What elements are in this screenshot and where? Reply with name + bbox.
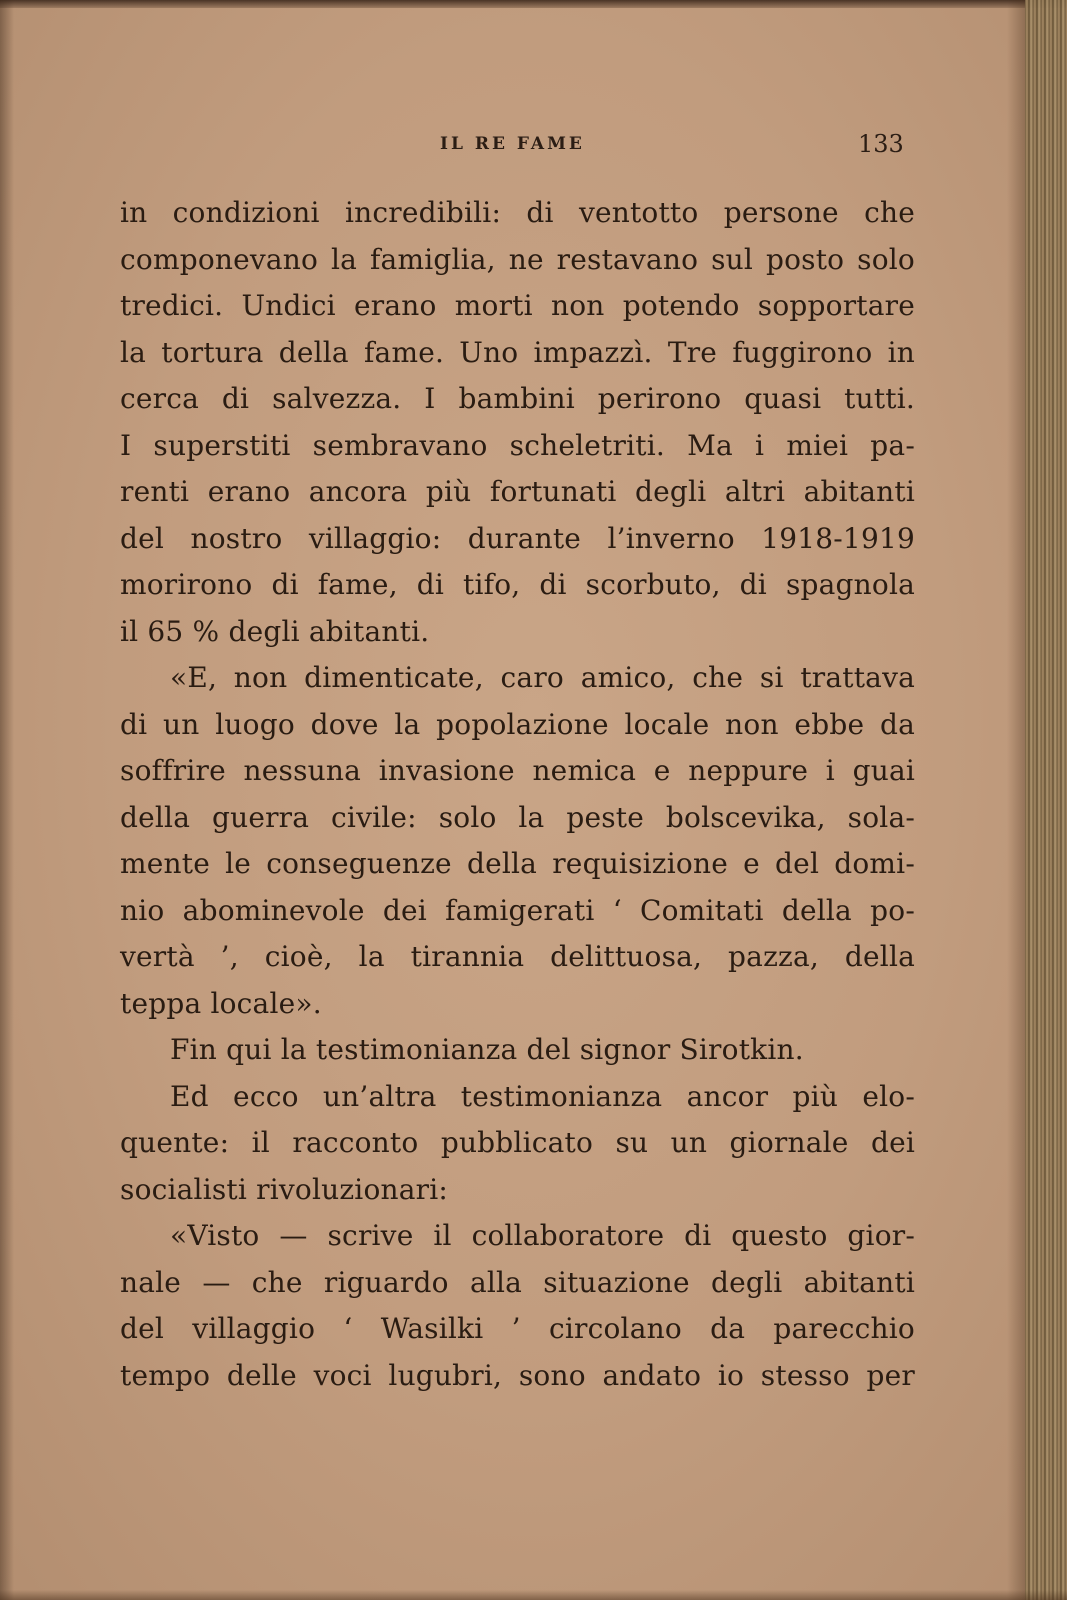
page-bottom-edge [0, 1590, 1067, 1600]
gutter-shadow [0, 0, 14, 1600]
text-line: tempo delle voci lugubri, sono andato io stesso per [120, 1358, 915, 1392]
text-line: soffrire nessuna invasione nemica e neppure i guai [120, 754, 915, 787]
paragraph-start-line: «E, non dimenticate, caro amico, che si trattava [170, 661, 915, 694]
text-line: tredici. Undici erano morti non potendo sopportare [120, 289, 915, 322]
body-text [120, 190, 915, 1399]
paragraph-start-line: Ed ecco un’altra testimonianza ancor più elo- [170, 1079, 915, 1113]
text-line: nio abominevole dei famigerati ‘ Comitati della po- [120, 893, 915, 927]
page-stack-shadow [1007, 0, 1025, 1600]
paragraph-end-line: teppa locale». [120, 986, 322, 1020]
text-line: vertà ’, cioè, la tirannia delittuosa, pazza, della [120, 940, 915, 973]
text-line: I superstiti sembravano scheletriti. Ma i miei pa- [120, 428, 915, 462]
paragraph-end-line: il 65 % degli abitanti. [120, 614, 430, 648]
text-line: la tortura della fame. Uno impazzì. Tre fuggirono in [120, 335, 915, 369]
text-line: quente: il racconto pubblicato su un giornale dei [120, 1126, 915, 1159]
text-line: del villaggio ‘ Wasilki ’ circolano da parecchio [120, 1312, 915, 1345]
text-line: del nostro villaggio: durante l’inverno 1918-1919 [120, 521, 915, 555]
page-number: 133 [858, 130, 904, 158]
paragraph-start-line: «Visto — scrive il collaboratore di questo gior- [170, 1219, 915, 1252]
text-line: nale — che riguardo alla situazione degli abitanti [120, 1265, 915, 1299]
text-line: renti erano ancora più fortunati degli altri abitanti [120, 475, 915, 508]
page-top-edge [0, 0, 1067, 8]
text-line: di un luogo dove la popolazione locale non ebbe da [120, 707, 915, 741]
paragraph-end-line: socialisti rivoluzionari: [120, 1172, 449, 1206]
text-line: componevano la famiglia, ne restavano sul posto solo [120, 242, 915, 276]
text-line: morirono di fame, di tifo, di scorbuto, di spagnola [120, 568, 915, 601]
text-line: mente le conseguenze della requisizione e del domi- [120, 847, 915, 880]
text-line: della guerra civile: solo la peste bolscevika, sola- [120, 800, 915, 834]
running-title: IL RE FAME [440, 134, 585, 154]
text-line: in condizioni incredibili: di ventotto persone che [120, 196, 915, 229]
text-line: cerca di salvezza. I bambini perirono quasi tutti. [120, 382, 915, 415]
page-stack-edge [1025, 0, 1067, 1600]
running-head [0, 130, 1067, 160]
paragraph-start-line: Fin qui la testimonianza del signor Sirotkin. [170, 1033, 804, 1066]
